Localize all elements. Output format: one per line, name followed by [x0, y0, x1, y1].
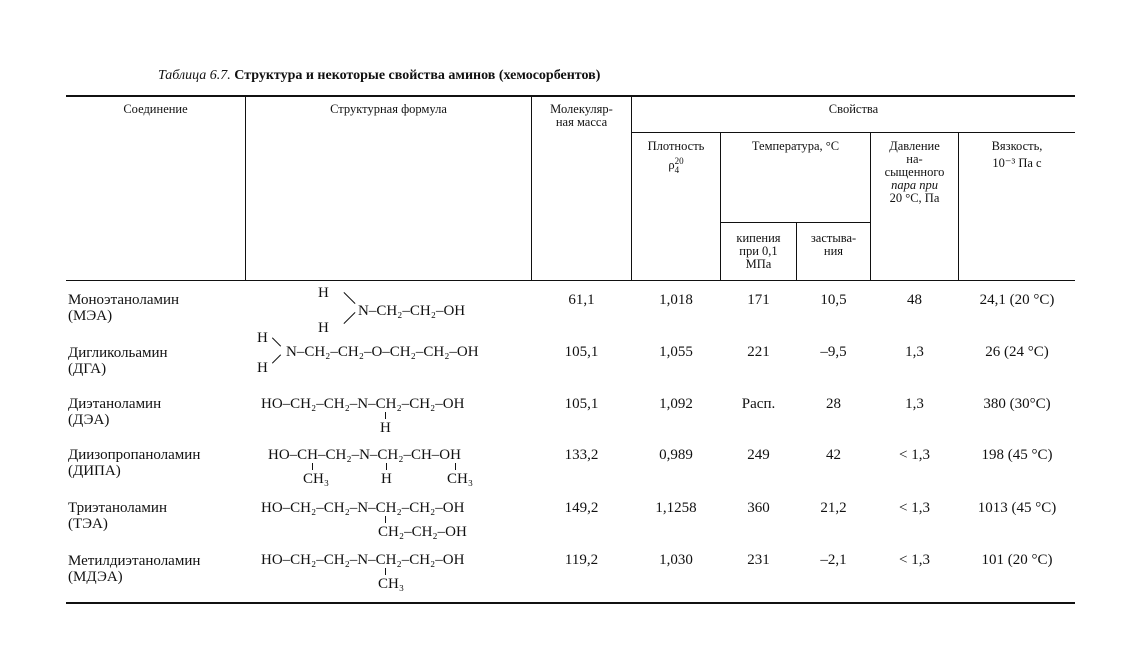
table-row-mdea-name: Метилдиэтаноламин (МДЭА) [68, 553, 201, 585]
table-cell-boil: 171 [747, 292, 770, 308]
table-row-mea-name: Моноэтаноламин (МЭА) [68, 292, 180, 324]
formula-mea-bond-top [343, 292, 355, 304]
formula-mdea-bond [385, 568, 386, 575]
formula-dipa-sub-left: CH₃ [303, 471, 330, 487]
table-cell-density: 1,018 [659, 292, 693, 308]
table-cell-boil: 249 [747, 447, 770, 463]
formula-mea-h-top: H [318, 285, 329, 301]
formula-tea-bond [385, 516, 386, 523]
table-cell-mass: 105,1 [564, 396, 599, 412]
formula-dipa-bond-right [455, 463, 456, 470]
table-cell-mass: 149,2 [564, 500, 599, 516]
formula-mea-chain: N–CH₂–CH₂–OH [358, 303, 466, 319]
formula-mdea-sub: CH₃ [378, 576, 405, 592]
table-caption [158, 68, 600, 84]
table-cell-pressure: < 1,3 [899, 447, 930, 463]
table-cell-density: 1,1258 [655, 500, 697, 516]
table-cell-boil: 231 [747, 552, 770, 568]
table-cell-mass: 61,1 [568, 292, 595, 308]
table-cell-boil: 221 [747, 344, 770, 360]
table-cell-freeze: 10,5 [820, 292, 847, 308]
formula-dea-chain: HO–CH₂–CH₂–N–CH₂–CH₂–OH [261, 396, 465, 412]
table-cell-freeze: –9,5 [820, 344, 847, 360]
formula-dga-bond-bottom [272, 354, 281, 363]
table-cell-boil: Расп. [741, 396, 776, 412]
properties-rule [631, 132, 1075, 133]
formula-mea-h-bottom: H [318, 320, 329, 336]
table-row-dga-name: Дигликольамин (ДГА) [68, 345, 168, 377]
table-row-dea-name: Диэтаноламин (ДЭА) [68, 396, 162, 428]
formula-dea-sub: H [380, 420, 391, 436]
formula-dipa-bond-left [312, 463, 313, 470]
table-cell-pressure: < 1,3 [899, 500, 930, 516]
table-cell-freeze: 21,2 [820, 500, 847, 516]
header-properties: Свойства [828, 102, 879, 116]
vline-1 [245, 96, 246, 281]
table-cell-freeze: –2,1 [820, 552, 847, 568]
formula-dipa-bond-mid [386, 463, 387, 470]
table-cell-viscosity: 380 (30°С) [983, 396, 1051, 412]
header-pressure: Давление на- сыщенного пара при 20 °С, Па [884, 139, 945, 205]
table-cell-density: 1,030 [659, 552, 693, 568]
table-cell-pressure: 1,3 [905, 396, 924, 412]
header-compound: Соединение [123, 102, 188, 116]
header-freezing: застыва- ния [810, 231, 857, 258]
vline-3 [631, 96, 632, 281]
table-cell-density: 1,055 [659, 344, 693, 360]
table-cell-mass: 133,2 [564, 447, 599, 463]
table-cell-freeze: 28 [826, 396, 841, 412]
table-cell-pressure: 48 [907, 292, 922, 308]
formula-dga-bond-top [272, 337, 281, 346]
formula-dipa-sub-right: CH₃ [447, 471, 474, 487]
header-bottom-rule [66, 280, 1075, 281]
table-cell-freeze: 42 [826, 447, 841, 463]
table-cell-boil: 360 [747, 500, 770, 516]
table-cell-mass: 105,1 [564, 344, 599, 360]
header-viscosity: Вязкость, 10⁻³ Па с [991, 139, 1043, 170]
formula-tea-chain: HO–CH₂–CH₂–N–CH₂–CH₂–OH [261, 500, 465, 516]
header-density: Плотность ρ 20 4 [647, 139, 705, 175]
formula-mdea-chain: HO–CH₂–CH₂–N–CH₂–CH₂–OH [261, 552, 465, 568]
table-cell-viscosity: 101 (20 °С) [981, 552, 1053, 568]
table-cell-viscosity: 26 (24 °С) [985, 344, 1049, 360]
formula-dga-h-top: H [257, 330, 268, 346]
table-cell-pressure: < 1,3 [899, 552, 930, 568]
caption-title: Структура и некоторые свойства аминов (хемосорбентов) [234, 68, 601, 83]
table-cell-pressure: 1,3 [905, 344, 924, 360]
table-cell-mass: 119,2 [564, 552, 599, 568]
temperature-rule [720, 222, 870, 223]
bottom-rule [66, 602, 1075, 604]
caption-prefix: Таблица 6.7. [158, 68, 231, 83]
formula-dipa-sub-mid: H [381, 471, 392, 487]
header-boiling: кипения при 0,1 МПа [736, 231, 781, 271]
table-cell-viscosity: 1013 (45 °С) [977, 500, 1057, 516]
header-molmass: Молекуляр- ная масса [550, 102, 613, 129]
table-cell-density: 0,989 [659, 447, 693, 463]
table-cell-viscosity: 24,1 (20 °С) [979, 292, 1055, 308]
formula-dga-chain: N–CH₂–CH₂–O–CH₂–CH₂–OH [286, 344, 479, 360]
table-row-dipa-name: Диизопропаноламин (ДИПА) [68, 447, 201, 479]
formula-dea-bond [385, 412, 386, 419]
top-rule [66, 95, 1075, 97]
table-row-tea-name: Триэтаноламин (ТЭА) [68, 500, 167, 532]
formula-dga-h-bottom: H [257, 360, 268, 376]
table-cell-viscosity: 198 (45 °С) [981, 447, 1053, 463]
header-temperature: Температура, °С [751, 139, 840, 153]
table-cell-density: 1,092 [659, 396, 693, 412]
formula-tea-sub: CH₂–CH₂–OH [378, 524, 467, 540]
header-formula: Структурная формула [330, 102, 447, 116]
formula-dipa-chain: HO–CH–CH₂–N–CH₂–CH–OH [268, 447, 461, 463]
formula-mea-bond-bottom [343, 312, 355, 324]
